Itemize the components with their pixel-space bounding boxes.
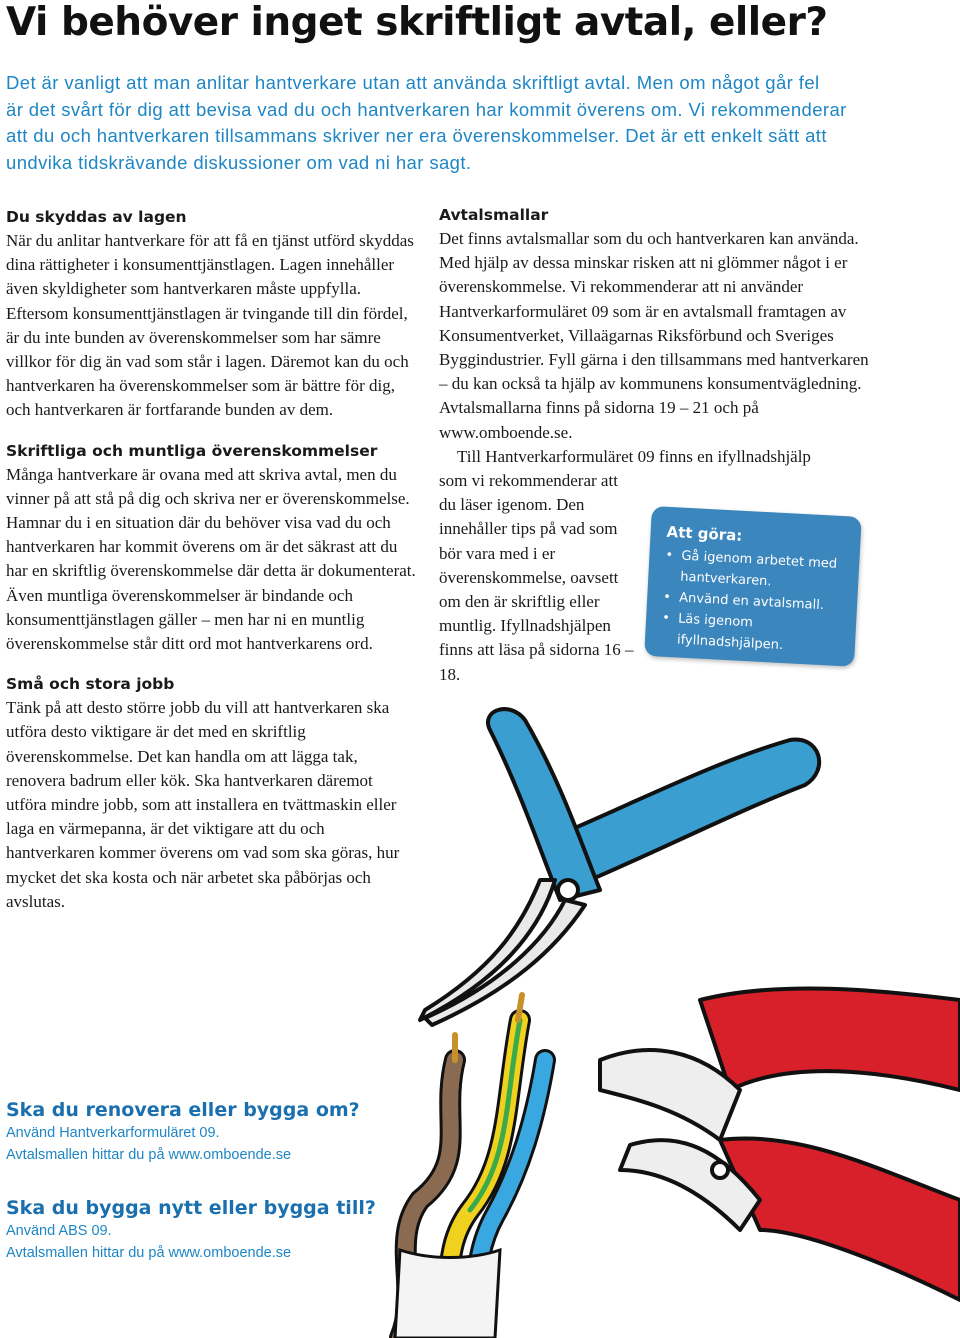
intro-line: Det är vanligt att man anlitar hantverkare utan att använda skriftligt avtal. Men om något går fel (6, 72, 820, 93)
callout-line: Använd Hantverkarformuläret 09. (6, 1125, 220, 1141)
callout-line: Använd ABS 09. (6, 1223, 112, 1239)
section-heading: Du skyddas av lagen (6, 208, 187, 226)
callout-line: Avtalsmallen hittar du på www.omboende.se (6, 1146, 292, 1163)
section-heading: Avtalsmallar (439, 206, 549, 224)
section-du-skyddas (6, 205, 416, 423)
callout-line: Avtalsmallen hittar du på www.omboende.se (6, 1244, 292, 1261)
page-title: Vi behöver inget skriftligt avtal, eller? (6, 0, 828, 45)
wires-graphic (395, 995, 545, 1338)
intro-line: är det svårt för dig att bevisa vad du och hantverkaren har kommit överens om. Vi rekommenderar (6, 98, 847, 120)
section-sma-stora-jobb (6, 672, 416, 914)
todo-list (660, 545, 845, 659)
section-body: Tänk på att desto större jobb du vill att hantverkaren ska utföra desto viktigare är det med en skriftlig överenskommelse. Det kan handla om att lägga tak, renovera badrum eller kök. Ska hantverkaren däremot utföra mindre jobb, som att installera en tvättmaskin eller laga en värmepanna, är det viktigare att du och hantverkaren kommer överens om vad som ska göras, hur mycket det ska kosta och när arbetet ska påbörjas och avslutas. (6, 698, 400, 911)
section-heading: Skriftliga och muntliga överenskommelser (6, 441, 378, 460)
section-body: Många hantverkare är ovana med att skriva avtal, men du vinner på att stå på dig och skriva ner er överenskommelse. Hamnar du i en situation där du behöver visa vad du och hantverkaren har kommit överens om är det säkrast att du har en skriftlig överenskommelse där detta är dokumenterat. Även muntliga överenskommelser är bindande och konsumenttjänstlagen gäller – men har ni en muntlig överenskommelse står ditt ord mot hantverkarens ord. (6, 464, 416, 654)
section-skriftliga (6, 439, 416, 657)
callout-heading: Ska du renovera eller bygga om? (6, 1099, 360, 1121)
todo-item: • Gå igenom arbetet med hantverkaren. (664, 545, 846, 596)
todo-item: • Använd en avtalsmall. (663, 587, 844, 617)
section-heading: Små och stora jobb (6, 675, 175, 694)
section-body: Till Hantverkarformuläret 09 finns en ifyllnadshjälp (457, 446, 811, 466)
todo-item: • Läs igenom ifyllnadshjälpen. (660, 608, 842, 659)
left-column (6, 205, 416, 930)
intro-line: undvika tidskrävande diskussioner om vad ni har sagt. (6, 151, 472, 173)
callout-heading: Ska du bygga nytt eller bygga till? (6, 1197, 376, 1219)
section-body: När du anlitar hantverkare för att få en tjänst utförd skyddas dina rättigheter i konsumenttjänstlagen. Lagen innehåller även skyldigheter som hantverkaren måste uppfylla. Eftersom konsumenttjänstlagen är tvingande till din fördel, är du inte bunden av överenskommelser som har sämre villkor för dig än vad som står i lagen. Däremot kan du och hantverkaren ha överenskommelser som är bättre för dig, och hantverkaren är fortfarande bunden av dem. (6, 231, 414, 420)
callout-bygga-nytt (6, 1195, 376, 1264)
callout-renovera (6, 1097, 360, 1166)
section-body: Det finns avtalsmallar som du och hantverkaren kan använda. Med hjälp av dessa minskar risken att ni glömmer något i er överenskommelse. Vi rekommenderar att ni använder Hantverkarformuläret 09 som är en avtalsmall framtagen av Konsumentverket, Villaägarnas Riksförbund och Sveriges Byggindustrier. Fyll gärna i den tillsammans med hantverkaren – du kan också ta hjälp av kommunens konsumentvägledning. Avtalsmallarna finns på sidorna 19 – 21 och på www.omboende.se. (439, 229, 869, 442)
intro-paragraph (6, 70, 906, 176)
blue-pliers-graphic (420, 709, 819, 1025)
todo-heading: Att göra: (666, 522, 743, 545)
section-body: som vi rekommenderar att du läser igenom. Den innehåller tips på vad som bör vara med i er överenskommelse, oavsett om den är skriftlig eller muntlig. Ifyllnadshjälpen finns att läsa på sidorna 16 – 18. (439, 471, 634, 684)
todo-note (644, 506, 862, 667)
intro-line: att du och hantverkaren tillsammans skriver ner era överenskommelser. Det är ett enkelt sätt att (6, 125, 827, 146)
red-pliers-graphic (600, 988, 960, 1300)
